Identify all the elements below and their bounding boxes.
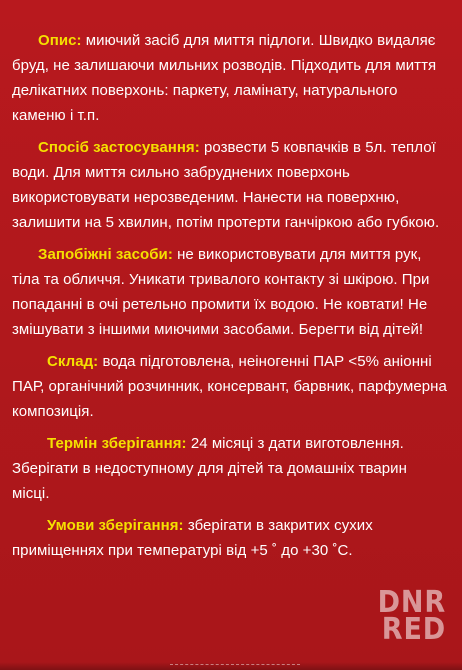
watermark-line-2: RED (381, 612, 446, 647)
section-precautions-text: не використовувати для миття рук, тіла та обличчя. Уникати тривалого контакту зі шкірою. При попаданні в очі ретельно промити їх водою. Не ковтати! Не змішувати з іншими миючими засобами. Берегти від дітей! (12, 246, 430, 338)
section-description (12, 28, 448, 128)
section-storage-conditions-heading: Умови зберігання: (47, 517, 184, 534)
section-composition (12, 349, 448, 424)
section-description-text: миючий засіб для миття підлоги. Швидко видаляє бруд, не залишаючи мильних розводів. Підходить для миття делікатних поверхонь: паркету, ламінату, натурального каменю і т.п. (12, 32, 437, 124)
section-composition-heading: Склад: (47, 353, 99, 370)
section-shelf-life-text: 24 місяці з дати виготовлення. Зберігати в недоступному для дітей та домашніх тварин місці. (12, 435, 407, 502)
bottom-print-strip (170, 664, 300, 668)
watermark-line-1: DNR (377, 585, 446, 620)
section-usage (12, 135, 448, 235)
section-shelf-life-heading: Термін зберігання: (47, 435, 187, 452)
section-usage-heading: Спосіб застосування: (38, 139, 200, 156)
section-shelf-life (12, 431, 448, 506)
section-precautions (12, 242, 448, 342)
section-storage-conditions-text: зберігати в закритих сухих приміщеннях при температурі від +5 ˚ до +30 ˚С. (12, 517, 373, 559)
section-usage-text: розвести 5 ковпачків в 5л. теплої води. Для миття сильно забруднених поверхонь використовувати нерозведеним. Нанести на поверхню, залишити на 5 хвилин, потім протерти ганчіркою або губкою. (12, 139, 440, 231)
section-composition-text: вода підготовлена, неіногенні ПАР <5% аніонні ПАР, органічний розчинник, консервант, барвник, парфумерна композиція. (12, 353, 447, 420)
section-description-heading: Опис: (38, 32, 82, 49)
section-precautions-heading: Запобіжні засоби: (38, 246, 173, 263)
section-storage-conditions (12, 513, 448, 563)
watermark-logo (377, 585, 446, 647)
